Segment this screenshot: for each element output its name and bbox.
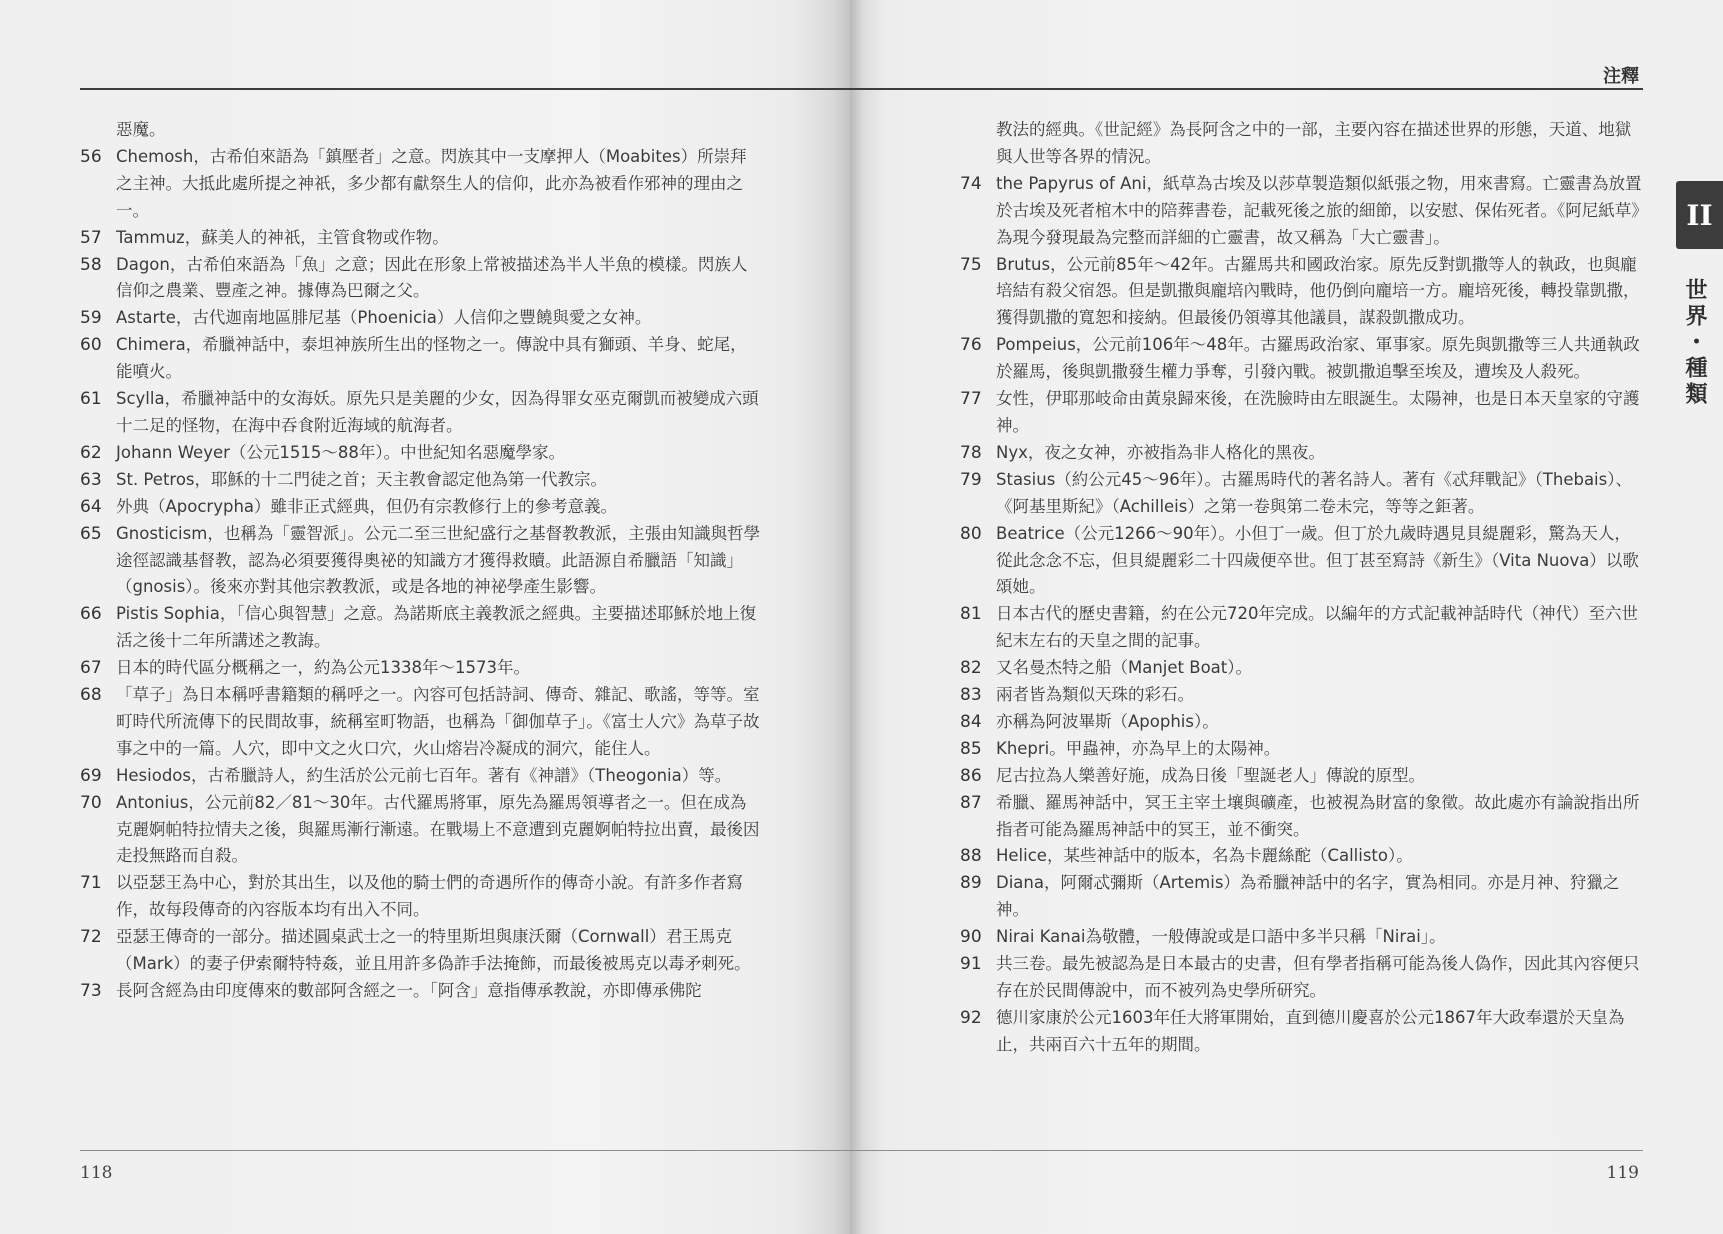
note-text: 尼古拉為人樂善好施，成為日後「聖誕老人」傳說的原型。 — [996, 765, 1425, 785]
note-item — [960, 332, 1642, 386]
note-number: 67 — [80, 658, 102, 679]
note-item — [960, 117, 1642, 171]
note-item — [960, 709, 1642, 736]
note-number: 88 — [960, 846, 982, 867]
note-item — [80, 252, 762, 306]
note-item — [960, 521, 1642, 602]
note-number: 70 — [80, 792, 102, 813]
note-number: 68 — [80, 685, 102, 706]
note-text: 亞瑟王傳奇的一部分。描述圓桌武士之一的特里斯坦與康沃爾（Cornwall）君王馬克（Mark）的妻子伊索爾特特姦，並且用許多偽詐手法掩飾，而最後被馬克以毒矛刺死。 — [116, 927, 751, 974]
note-item — [80, 790, 762, 871]
note-item — [960, 763, 1642, 790]
chapter-tab — [1676, 181, 1723, 249]
note-item — [960, 655, 1642, 682]
note-number: 58 — [80, 254, 102, 275]
note-item — [80, 440, 762, 467]
note-text: 女性，伊耶那岐命由黃泉歸來後，在洗臉時由左眼誕生。太陽神，也是日本天皇家的守護神。 — [996, 389, 1640, 435]
note-number: 83 — [960, 685, 982, 706]
section-label: 世界・種類 — [1682, 278, 1707, 408]
left-notes-list — [80, 117, 762, 1005]
note-text: 日本古代的歷史書籍，約在公元720年完成。以編年的方式記載神話時代（神代）至六世紀末左右的天皇之間的記事。 — [996, 604, 1638, 651]
note-number: 92 — [960, 1007, 982, 1028]
note-item — [80, 521, 762, 602]
note-number: 80 — [960, 523, 982, 544]
note-text: 教法的經典。《世記經》為長阿含之中的一部，主要內容在描述世界的形態，天道、地獄與人世等各界的情況。 — [996, 120, 1632, 166]
note-item — [80, 978, 762, 1005]
note-item — [960, 171, 1642, 252]
note-text: Hesiodos，古希臘詩人，約生活於公元前七百年。著有《神譜》（Theogonia）等。 — [116, 765, 732, 785]
note-text: 外典（Apocrypha）雖非正式經典，但仍有宗教修行上的參考意義。 — [116, 496, 618, 516]
note-number: 86 — [960, 765, 982, 786]
note-number: 76 — [960, 335, 982, 356]
top-rule-left — [80, 88, 850, 90]
note-text: Chimera，希臘神話中，泰坦神族所生出的怪物之一。傳說中具有獅頭、羊身、蛇尾，能噴火。 — [116, 335, 747, 382]
note-item — [960, 870, 1642, 924]
note-item — [960, 1005, 1642, 1059]
note-text: Chemosh，古希伯來語為「鎮壓者」之意。閃族其中一支摩押人（Moabites）所崇拜之主神。大抵此處所提之神祇，多少都有獻祭生人的信仰，此亦為被看作邪神的理由之一。 — [116, 146, 747, 220]
note-number: 66 — [80, 604, 102, 625]
note-number: 59 — [80, 308, 102, 329]
note-number: 61 — [80, 389, 102, 410]
note-text: St. Petros，耶穌的十二門徒之首；天主教會認定他為第一代教宗。 — [116, 469, 608, 489]
note-text: Nirai Kanai為敬體，一般傳說或是口語中多半只稱「Nirai」。 — [996, 927, 1446, 947]
note-number: 79 — [960, 469, 982, 490]
note-item — [80, 655, 762, 682]
note-item — [80, 305, 762, 332]
note-text: Astarte，古代迦南地區腓尼基（Phoenicia）人信仰之豐饒與愛之女神。 — [116, 308, 652, 328]
note-item — [960, 924, 1642, 951]
note-number: 64 — [80, 496, 102, 517]
note-number: 91 — [960, 954, 982, 975]
note-text: 「草子」為日本稱呼書籍類的稱呼之一。內容可包括詩詞、傳奇、雜記、歌謠，等等。室町時代所流傳下的民間故事，統稱室町物語，也稱為「御伽草子」。《富士人穴》為草子故事之中的一篇。人穴，即中文之火口穴，火山熔岩冷凝成的洞穴，能住人。 — [116, 685, 760, 758]
note-number: 63 — [80, 469, 102, 490]
note-number: 69 — [80, 765, 102, 786]
note-number: 89 — [960, 873, 982, 894]
note-number: 71 — [80, 873, 102, 894]
page-number-left: 118 — [80, 1163, 113, 1183]
note-number — [960, 117, 996, 171]
note-text: 德川家康於公元1603年任大將軍開始，直到德川慶喜於公元1867年大政奉還於天皇為止，共兩百六十五年的期間。 — [996, 1007, 1625, 1054]
note-item — [80, 494, 762, 521]
note-number: 74 — [960, 173, 982, 194]
bottom-rule-right — [850, 1150, 1643, 1151]
note-item — [80, 467, 762, 494]
note-item — [80, 763, 762, 790]
note-text: Pompeius，公元前106年～48年。古羅馬政治家、軍事家。原先與凱撒等三人共通執政於羅馬，後與凱撒發生權力爭奪，引發內戰。被凱撒追擊至埃及，遭埃及人殺死。 — [996, 335, 1640, 382]
note-text: 兩者皆為類似天珠的彩石。 — [996, 685, 1194, 705]
right-notes-list — [960, 117, 1642, 1059]
note-item — [960, 252, 1642, 333]
note-item — [960, 440, 1642, 467]
note-text: 以亞瑟王為中心，對於其出生，以及他的騎士們的奇遇所作的傳奇小說。有許多作者寫作，故每段傳奇的內容版本均有出入不同。 — [116, 873, 743, 920]
note-item — [960, 386, 1642, 440]
note-number: 72 — [80, 927, 102, 948]
note-text: Khepri。甲蟲神，亦為早上的太陽神。 — [996, 738, 1281, 758]
note-text: Stasius（約公元45～96年）。古羅馬時代的著名詩人。著有《忒拜戰記》（Thebais）、《阿基里斯紀》（Achilleis）之第一卷與第二卷未完，等等之鉅著。 — [996, 469, 1632, 516]
chapter-number: II — [1686, 198, 1713, 232]
note-item — [80, 386, 762, 440]
note-text: Pistis Sophia，「信心與智慧」之意。為諾斯底主義教派之經典。主要描述耶穌於地上復活之後十二年所講述之教誨。 — [116, 604, 757, 651]
note-number: 73 — [80, 981, 102, 1001]
note-text: Johann Weyer（公元1515～88年）。中世紀知名惡魔學家。 — [116, 442, 566, 462]
note-number: 78 — [960, 442, 982, 463]
note-item — [960, 682, 1642, 709]
page-number-right: 119 — [1606, 1163, 1639, 1183]
note-text: 希臘、羅馬神話中，冥王主宰土壤與礦產，也被視為財富的象徵。故此處亦有論說指出所指者可能為羅馬神話中的冥王，並不衝突。 — [996, 792, 1640, 839]
note-text: Nyx，夜之女神，亦被指為非人格化的黑夜。 — [996, 442, 1325, 462]
note-item — [80, 601, 762, 655]
note-item — [80, 144, 762, 225]
note-text: the Papyrus of Ani，紙草為古埃及以莎草製造類似紙張之物，用來書寫。亡靈書為放置於古埃及死者棺木中的陪葬書卷，記載死後之旅的細節，以安慰、保佑死者。《阿尼紙草》為現今發現最為完整而詳細的亡靈書，故又稱為「大亡靈書」。 — [996, 173, 1642, 247]
note-item — [960, 736, 1642, 763]
note-text: 亦稱為阿波畢斯（Apophis）。 — [996, 711, 1219, 731]
running-head: 注釋 — [1603, 66, 1639, 87]
note-number: 65 — [80, 523, 102, 544]
note-number: 81 — [960, 604, 982, 625]
note-item — [960, 951, 1642, 1005]
note-number: 85 — [960, 738, 982, 759]
note-number: 57 — [80, 227, 102, 248]
note-item — [80, 870, 762, 924]
note-text: Dagon，古希伯來語為「魚」之意；因此在形象上常被描述為半人半魚的模樣。閃族人信仰之農業、豐產之神。據傳為巴爾之父。 — [116, 254, 748, 301]
note-text: 日本的時代區分概稱之一，約為公元1338年～1573年。 — [116, 658, 530, 678]
note-item — [960, 601, 1642, 655]
note-text: Beatrice（公元1266～90年）。小但丁一歲。但丁於九歲時遇見貝緹麗彩，驚為天人，從此念念不忘，但貝緹麗彩二十四歲便卒世。但丁甚至寫詩《新生》（Vita Nuova）以歌頌她。 — [996, 523, 1639, 597]
note-number — [80, 117, 116, 144]
note-item — [80, 332, 762, 386]
note-item — [960, 843, 1642, 870]
note-text: 又名曼杰特之船（Manjet Boat）。 — [996, 658, 1252, 678]
note-text: Helice，某些神話中的版本，名為卡麗絲酡（Callisto）。 — [996, 846, 1413, 866]
left-page — [0, 0, 850, 1234]
note-text: Gnosticism，也稱為「靈智派」。公元二至三世紀盛行之基督教教派，主張由知識與哲學途徑認識基督教，認為必須要獲得奧祕的知識方才獲得救贖。此語源自希臘語「知識」（gnosis）。後來亦對其他宗教教派，或是各地的神祕學產生影響。 — [116, 523, 761, 597]
note-number: 62 — [80, 442, 102, 463]
note-item — [80, 225, 762, 252]
note-text: Scylla，希臘神話中的女海妖。原先只是美麗的少女，因為得罪女巫克爾凱而被變成六頭十二足的怪物，在海中吞食附近海域的航海者。 — [116, 389, 759, 435]
note-item — [960, 467, 1642, 521]
note-text: 惡魔。 — [116, 120, 166, 139]
note-number: 56 — [80, 146, 102, 167]
note-text: Antonius，公元前82／81～30年。古代羅馬將軍，原先為羅馬領導者之一。但在成為克麗婀帕特拉情夫之後，與羅馬漸行漸遠。在戰場上不意遭到克麗婀帕特拉出賣，最後因走投無路而自殺。 — [116, 792, 760, 866]
note-text: 長阿含經為由印度傳來的數部阿含經之一。「阿含」意指傳承教說，亦即傳承佛陀 — [116, 981, 702, 1000]
bottom-rule-left — [80, 1150, 850, 1151]
note-item — [80, 682, 762, 763]
note-item — [80, 924, 762, 978]
note-item — [960, 790, 1642, 844]
note-number: 82 — [960, 658, 982, 679]
note-text: Brutus，公元前85年～42年。古羅馬共和國政治家。原先反對凱撒等人的執政，也與龐培結有殺父宿怨。但是凱撒與龐培內戰時，他仍倒向龐培一方。龐培死後，轉投靠凱撒，獲得凱撒的寬恕和接納。但最後仍領導其他議員，謀殺凱撒成功。 — [996, 254, 1640, 328]
note-number: 90 — [960, 927, 982, 948]
note-text: Diana，阿爾忒彌斯（Artemis）為希臘神話中的名字，實為相同。亦是月神、狩獵之神。 — [996, 873, 1620, 920]
note-number: 75 — [960, 254, 982, 275]
top-rule-right — [850, 88, 1643, 90]
note-text: Tammuz，蘇美人的神祇，主管食物或作物。 — [116, 227, 449, 247]
note-item — [80, 117, 762, 144]
note-number: 87 — [960, 792, 982, 813]
note-number: 84 — [960, 711, 982, 732]
note-number: 77 — [960, 389, 982, 410]
note-number: 60 — [80, 335, 102, 356]
note-text: 共三卷。最先被認為是日本最古的史書，但有學者指稱可能為後人偽作，因此其內容便只存在於民間傳說中，而不被列為史學所研究。 — [996, 954, 1640, 1000]
